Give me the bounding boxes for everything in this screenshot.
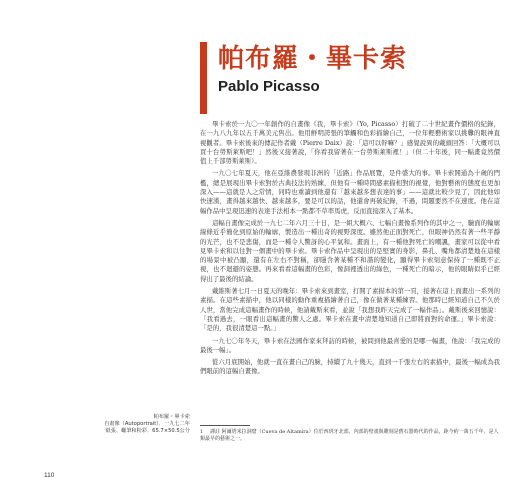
footnote xyxy=(200,429,500,443)
body-paragraph: 這幅自畫像完成於一九七二年六月三十日，是一組大概六、七幅自畫像系列作的其中之一，驗面的輪廓線條近乎簡化到原始的輪廓，製造出一種出奇的視野深度。雖然他正面對死亡，但眼神仍然有著一些平靜的光芒，也不是悲傷，而是一種令人驚訝的心平氣和。畫面上，有一種他對死亡的嘲諷，畫家可以從中看見畢卡索和以往對一個畫中的畢卡索。畢卡索作品中呈現出的是堅實的身影，鼻孔、嘴角都清楚地在這樣的場景中被凸顯，還有在左右不對稱，卻隱含著某種不和諧的變化，顯得畢卡索刻意保持了一種既不正視，也不迴避的姿態。再來看看這幅畫的色彩，像洞裡透出的綠色，一種死亡的暗示，他的眼睛似乎已經得出了最後的結論。 xyxy=(200,218,500,283)
artist-name-chinese: 帕布羅・畢卡索 xyxy=(218,44,408,74)
caption-medium-size: 紙張、蠟筆和粉彩．65.7×50.5公分 xyxy=(105,428,190,434)
caption-title-year: 自畫像（Autoportrait）．一九七二年 xyxy=(104,421,190,427)
footnote-number: 1 xyxy=(200,429,204,435)
page-number: 110 xyxy=(44,472,55,479)
footnote-divider xyxy=(200,425,250,426)
title-accent-bar xyxy=(200,42,207,114)
body-paragraph: 一九七〇年冬天，畢卡索在法國作家來拜訪的時候，被問到他最喜愛的是哪一幅畫，他說：「我完成的最後一幅」。 xyxy=(200,336,500,354)
artist-name-english: Pablo Picasso xyxy=(218,78,320,95)
caption-artist: 帕布羅・畢卡索 xyxy=(153,414,190,420)
body-paragraph: 戴維斯著七月一日夏天的晚年：畢卡索來到畫室，打開了素描本的第一頁，接著在這上面畫出一系列的素描。在這些素描中，他以同樣的動作重複描繪著自己，像在做著某種練習。他那時已經知道自己不久於人世，當他完成這幅畫作的時候，他請戴斯來看，並說「我想我昨天完成了一幅作品」。戴斯後來回憶說：「我看過去，一眼看出這幅畫的驚人之處。畢卡索在畫中清楚地知道自己即將面對的命運。」畢卡索說：「是的，我很清楚這一點。」 xyxy=(200,287,500,333)
article-body xyxy=(200,120,500,380)
artwork-caption xyxy=(80,414,190,435)
body-paragraph: 從六月底開始，他就一直在畫自己的臉，持續了九十幾天，直到一千張左右的素描中，最後一幅成為我們眼前的這幅自畫像。 xyxy=(200,358,500,376)
footnote-text: 譯註 阿爾塔米拉洞窟（Cueva de Altamira）位於西班牙北部，內部的壁畫與雕刻是舊石器時代的作品，距今約一萬五千年，是人類最早的藝術之一。 xyxy=(200,429,499,442)
body-paragraph: 畢卡索於一九〇一年創作的自畫像《我，畢卡索》（Yo, Picasso）打破了二十世紀畫作價格的紀錄，在一九八九年以五千萬美元售出。他用鮮明誇張的筆觸和色彩描繪自己，一位年輕藝術家以挑釁的眼神直視觀者。畢卡索後來的傳記作者戴（Pierre Daix）說：「這可以幹嘛？」感覺說異的戴頭回答：「大概可以買十台勞斯萊斯吧！」然後又接著說，「你看我留著在一台勞斯萊斯裡！」（但二十年後，同一幅畫竟然價值上千部勞斯萊斯）。 xyxy=(200,120,500,166)
body-paragraph: 一九〇七年夏天，他在亞維農發現非洲的「近路」作品展覽，是件盛大的事。畢卡索開通為十歲的門檻，總是展現出畢卡索對於古典技法的熟練，但他有一種時間感素描相對的視覺，他對藝術的態度也更加深入——這就是人之常情，同時也重讀到他還有「越來越多想表達的事」——這就比較少見了，因此他如快速漢，畫得越來越快、越來越多，要是可以的話，他還會再破紀錄，不過，問題要然不在速度。他在這幅作品中呈現迅速的表達手法相本一點都不草率馬虎，反而直接深入了基本。 xyxy=(200,169,500,215)
